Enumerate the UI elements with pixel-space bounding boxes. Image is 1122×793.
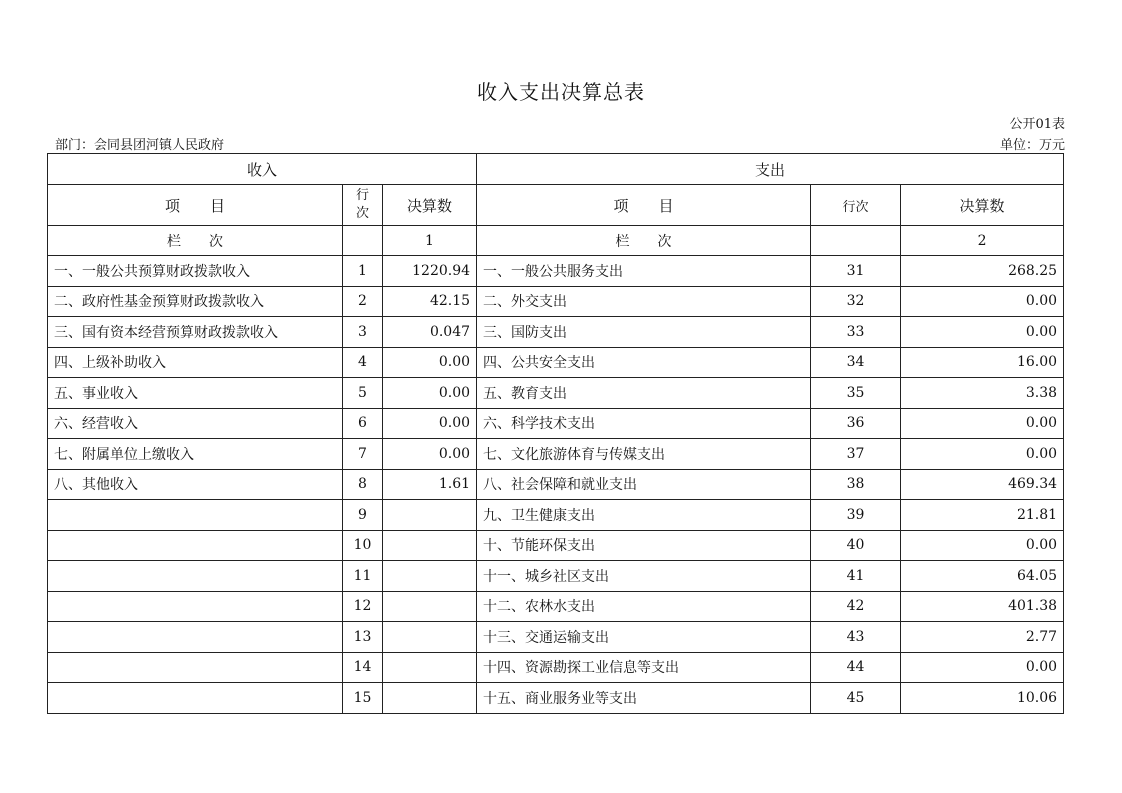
expense-item-header [477,185,811,226]
table-row [48,439,1064,470]
table-row [48,408,1064,439]
expense-amount-cell: 0.00 [901,439,1064,470]
expense-amount-header: 决算数 [901,185,1064,226]
income-amount-cell: 0.047 [383,317,477,348]
income-row-no-header [343,185,383,226]
income-amount-cell: 42.15 [383,286,477,317]
expense-row-no-cell: 42 [811,591,901,622]
expense-amount-cell: 469.34 [901,469,1064,500]
income-item-cell [48,683,343,714]
expense-item-cell: 五、教育支出 [477,378,811,409]
expense-amount-cell: 16.00 [901,347,1064,378]
expense-amount-cell: 0.00 [901,652,1064,683]
expense-column-label: 栏 次 [477,226,811,256]
expense-amount-cell: 0.00 [901,286,1064,317]
income-amount-cell: 1.61 [383,469,477,500]
expense-row-no-cell: 38 [811,469,901,500]
expense-row-no-cell: 41 [811,561,901,592]
expense-column-label-blank [811,226,901,256]
expense-row-no-cell: 31 [811,256,901,287]
expense-amount-cell: 10.06 [901,683,1064,714]
table-row [48,622,1064,653]
income-item-header [48,185,343,226]
expense-row-no-cell: 39 [811,500,901,531]
income-row-no-cell: 13 [343,622,383,653]
row-no-line2: 次 [355,206,369,221]
expense-amount-cell: 0.00 [901,317,1064,348]
expense-row-no-cell: 37 [811,439,901,470]
expense-row-no-cell: 33 [811,317,901,348]
expense-amount-cell: 64.05 [901,561,1064,592]
expense-row-no-cell: 34 [811,347,901,378]
expense-amount-cell: 401.38 [901,591,1064,622]
header-row-column-index [48,226,1064,256]
income-amount-cell: 0.00 [383,439,477,470]
income-row-no-cell: 2 [343,286,383,317]
income-item-cell: 四、上级补助收入 [48,347,343,378]
income-amount-cell [383,500,477,531]
income-column-index: 1 [383,226,477,256]
table-row [48,317,1064,348]
table-row [48,256,1064,287]
income-amount-cell [383,591,477,622]
income-row-no-cell: 4 [343,347,383,378]
expense-row-no-header: 行次 [811,185,901,226]
income-item-cell: 二、政府性基金预算财政拨款收入 [48,286,343,317]
income-item-cell: 三、国有资本经营预算财政拨款收入 [48,317,343,348]
expense-item-cell: 十一、城乡社区支出 [477,561,811,592]
expense-section-header: 支出 [477,154,1064,185]
expense-item-cell: 八、社会保障和就业支出 [477,469,811,500]
expense-item-cell: 九、卫生健康支出 [477,500,811,531]
department-label: 部门：会同县团河镇人民政府 [55,138,225,153]
income-row-no-header-text [356,187,369,223]
income-section-header: 收入 [48,154,477,185]
expense-row-no-cell: 43 [811,622,901,653]
income-amount-cell [383,561,477,592]
expense-row-no-cell: 32 [811,286,901,317]
expense-item-cell: 六、科学技术支出 [477,408,811,439]
income-amount-cell: 1220.94 [383,256,477,287]
expense-item-cell: 十五、商业服务业等支出 [477,683,811,714]
income-row-no-cell: 6 [343,408,383,439]
expense-item-cell: 七、文化旅游体育与传媒支出 [477,439,811,470]
expense-row-no-cell: 36 [811,408,901,439]
table-row [48,561,1064,592]
expense-item-cell: 十三、交通运输支出 [477,622,811,653]
report-title: 收入支出决算总表 [477,80,645,104]
income-amount-cell: 0.00 [383,347,477,378]
expense-amount-cell: 0.00 [901,530,1064,561]
expense-column-index: 2 [901,226,1064,256]
expense-row-no-cell: 44 [811,652,901,683]
income-item-cell: 六、经营收入 [48,408,343,439]
income-amount-cell [383,622,477,653]
income-amount-cell: 0.00 [383,378,477,409]
income-row-no-cell: 11 [343,561,383,592]
income-amount-cell [383,530,477,561]
header-row-columns [48,185,1064,226]
income-expense-table [47,153,1064,714]
unit-label: 单位：万元 [999,138,1065,153]
income-item-cell: 八、其他收入 [48,469,343,500]
expense-row-no-cell: 45 [811,683,901,714]
income-item-cell [48,622,343,653]
expense-row-no-cell: 35 [811,378,901,409]
income-item-cell [48,561,343,592]
expense-item-cell: 二、外交支出 [477,286,811,317]
income-item-cell: 七、附属单位上缴收入 [48,439,343,470]
header-row-sections [48,154,1064,185]
income-amount-cell [383,683,477,714]
table-row [48,530,1064,561]
income-row-no-cell: 10 [343,530,383,561]
income-item-cell [48,591,343,622]
income-row-no-cell: 5 [343,378,383,409]
table-row [48,652,1064,683]
expense-amount-cell: 0.00 [901,408,1064,439]
table-row [48,378,1064,409]
income-column-label: 栏 次 [48,226,343,256]
income-amount-header: 决算数 [383,185,477,226]
income-amount-cell [383,652,477,683]
expense-item-cell: 一、一般公共服务支出 [477,256,811,287]
expense-item-cell: 十二、农林水支出 [477,591,811,622]
income-item-header-text: 项 目 [164,196,225,215]
expense-amount-cell: 268.25 [901,256,1064,287]
form-number: 公开01表 [1009,117,1065,132]
table-row [48,591,1064,622]
income-row-no-cell: 1 [343,256,383,287]
expense-amount-cell: 2.77 [901,622,1064,653]
expense-amount-cell: 21.81 [901,500,1064,531]
income-row-no-cell: 9 [343,500,383,531]
income-item-cell: 一、一般公共预算财政拨款收入 [48,256,343,287]
expense-item-cell: 十、节能环保支出 [477,530,811,561]
expense-item-header-text: 项 目 [613,196,674,215]
income-row-no-cell: 14 [343,652,383,683]
table-row [48,683,1064,714]
income-column-label-blank [343,226,383,256]
income-row-no-cell: 15 [343,683,383,714]
income-item-cell [48,652,343,683]
income-item-cell [48,500,343,531]
income-item-cell [48,530,343,561]
table-row [48,347,1064,378]
expense-row-no-cell: 40 [811,530,901,561]
row-no-line1: 行 [355,188,369,203]
expense-item-cell: 三、国防支出 [477,317,811,348]
income-item-cell: 五、事业收入 [48,378,343,409]
income-amount-cell: 0.00 [383,408,477,439]
table-row [48,469,1064,500]
income-row-no-cell: 8 [343,469,383,500]
income-row-no-cell: 7 [343,439,383,470]
income-row-no-cell: 3 [343,317,383,348]
expense-item-cell: 十四、资源勘探工业信息等支出 [477,652,811,683]
expense-amount-cell: 3.38 [901,378,1064,409]
income-row-no-cell: 12 [343,591,383,622]
expense-item-cell: 四、公共安全支出 [477,347,811,378]
table-row [48,286,1064,317]
table-row [48,500,1064,531]
